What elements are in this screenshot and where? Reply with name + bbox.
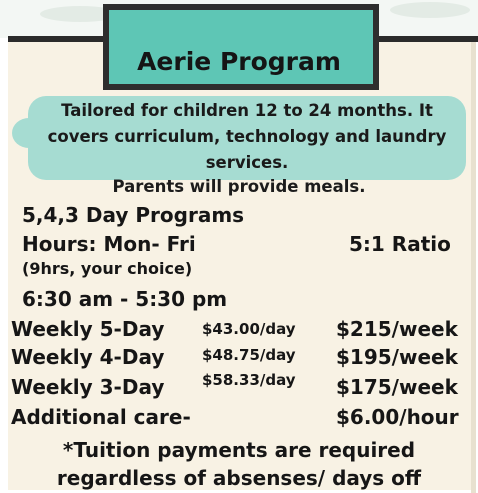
tuition-note [0, 436, 478, 492]
description-line: services. [205, 153, 289, 172]
rate-weekly-3day: $175/week [336, 375, 458, 399]
additional-care-label: Additional care- [11, 405, 191, 429]
programs-line: 5,4,3 Day Programs [22, 203, 245, 227]
hours-label: Hours: Mon- Fri [22, 232, 196, 256]
hours-choice: (9hrs, your choice) [22, 259, 193, 278]
tuition-note-line: regardless of absenses/ days off [56, 466, 422, 490]
additional-care-rate: $6.00/hour [336, 405, 459, 429]
program-title: Aerie Program [137, 47, 341, 76]
rate-label-5day: Weekly 5-Day [11, 317, 165, 341]
meals-note: Parents will provide meals. [112, 177, 366, 196]
rate-daily-3day: $58.33/day [202, 371, 296, 389]
rate-weekly-5day: $215/week [336, 317, 458, 341]
hours-time: 6:30 am - 5:30 pm [22, 287, 228, 311]
rate-daily-4day: $48.75/day [202, 346, 296, 364]
description-line: Tailored for children 12 to 24 months. It [61, 101, 433, 120]
rate-label-4day: Weekly 4-Day [11, 345, 165, 369]
rate-weekly-4day: $195/week [336, 345, 458, 369]
ratio-label: 5:1 Ratio [349, 232, 451, 256]
card-edge [471, 36, 476, 493]
rate-daily-5day: $43.00/day [202, 320, 296, 338]
description-text [30, 98, 464, 176]
description-line: covers curriculum, technology and laundry [47, 127, 447, 146]
rate-label-3day: Weekly 3-Day [11, 375, 165, 399]
tuition-note-line: *Tuition payments are required [62, 438, 416, 462]
leaf-decoration [390, 2, 470, 18]
